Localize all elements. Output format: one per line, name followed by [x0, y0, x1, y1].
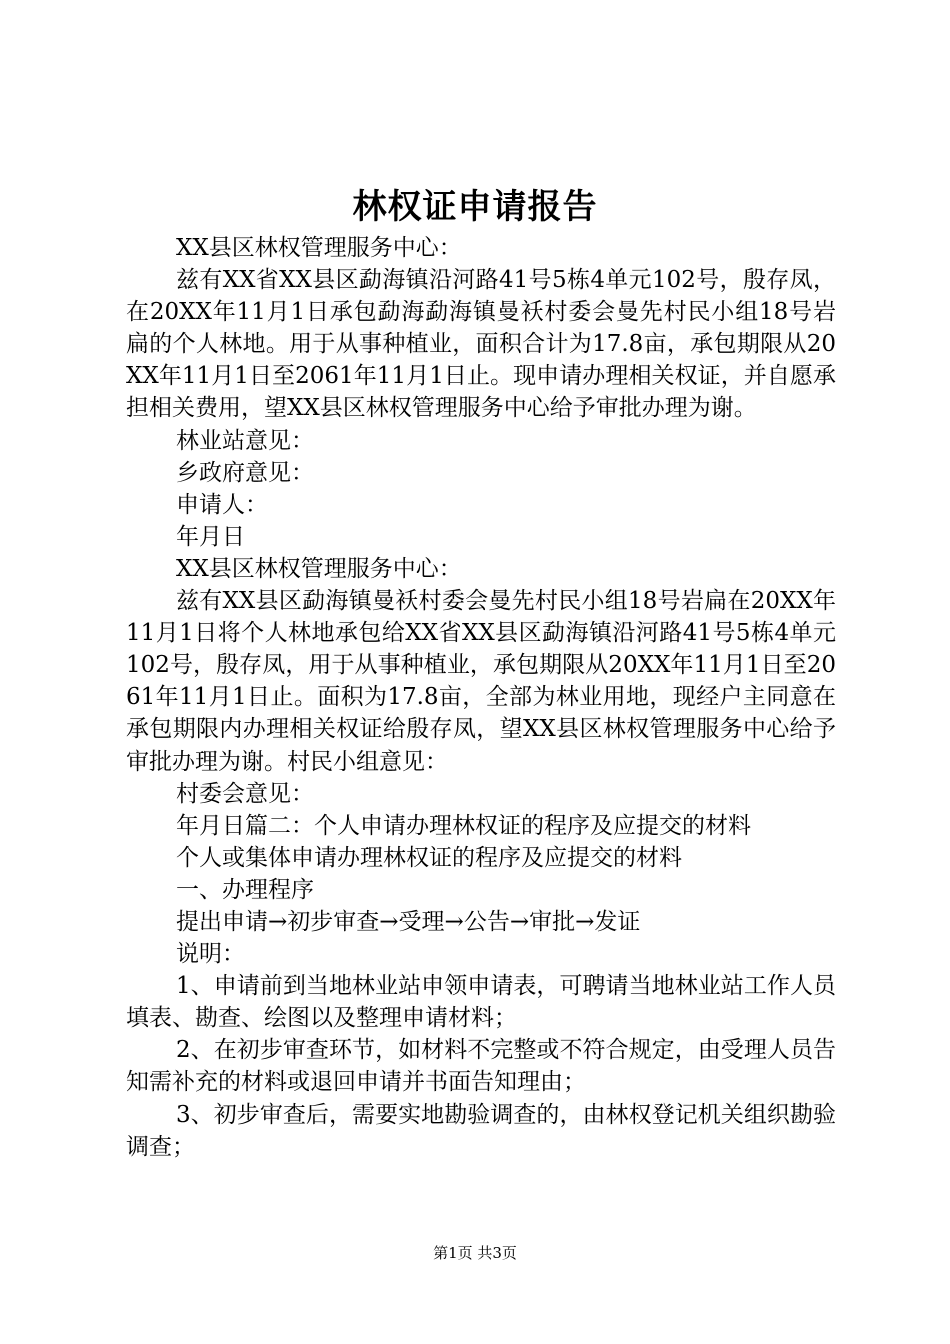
page-number-footer: 第1页 共3页	[433, 1244, 517, 1262]
paragraph-addressee-2: XX县区林权管理服务中心：	[176, 555, 462, 582]
paragraph-application-2: 兹有XX县区勐海镇曼袄村委会曼先村民小组18号岩扁在20XX年11月1日将个人林地承包给XX省XX县区勐海镇沿河路41号5栋4单元102号，殷存凤，用于从事种植业，承包期限从20XX年11月1日至2061年11月1日止。面积为17.8亩，全部为林业用地，现经户主同意在承包期限内办理相关权证给殷存凤，望XX县区林权管理服务中心给予审批办理为谢。村民小组意见：	[126, 588, 836, 775]
paragraph-part-two-heading: 年月日篇二：个人申请办理林权证的程序及应提交的材料	[176, 812, 751, 839]
paragraph-application-1: 兹有XX省XX县区勐海镇沿河路41号5栋4单元102号，殷存凤，在20XX年11月1日承包勐海勐海镇曼袄村委会曼先村民小组18号岩扁的个人林地。用于从事种植业，面积合计为17.8亩，承包期限从20XX年11月1日至2061年11月1日止。现申请办理相关权证，并自愿承担相关费用，望XX县区林权管理服务中心给予审批办理为谢。	[126, 267, 836, 422]
paragraph-forestry-station-opinion: 林业站意见：	[176, 427, 314, 454]
paragraph-item-3: 3、初步审查后，需要实地勘验调查的，由林权登记机关组织勘验调查；	[126, 1101, 836, 1160]
document-body	[126, 232, 836, 1163]
paragraph-township-opinion: 乡政府意见：	[176, 459, 314, 486]
paragraph-section-one: 一、办理程序	[176, 876, 314, 903]
paragraph-addressee-1: XX县区林权管理服务中心：	[176, 235, 462, 261]
paragraph-item-2: 2、在初步审查环节，如材料不完整或不符合规定，由受理人员告知需补充的材料或退回申请并书面告知理由；	[126, 1037, 836, 1096]
paragraph-date-1: 年月日	[176, 523, 245, 550]
paragraph-item-1: 1、申请前到当地林业站申领申请表，可聘请当地林业站工作人员填表、勘查、绘图以及整理申请材料；	[126, 973, 836, 1032]
paragraph-applicant: 申请人：	[176, 491, 268, 518]
paragraph-explanation-label: 说明：	[176, 941, 245, 968]
document-title: 林权证申请报告	[352, 187, 598, 227]
paragraph-process-flow: 提出申请→初步审查→受理→公告→审批→发证	[176, 908, 641, 935]
paragraph-procedure-title: 个人或集体申请办理林权证的程序及应提交的材料	[176, 844, 682, 871]
paragraph-village-committee-opinion: 村委会意见：	[176, 780, 314, 807]
